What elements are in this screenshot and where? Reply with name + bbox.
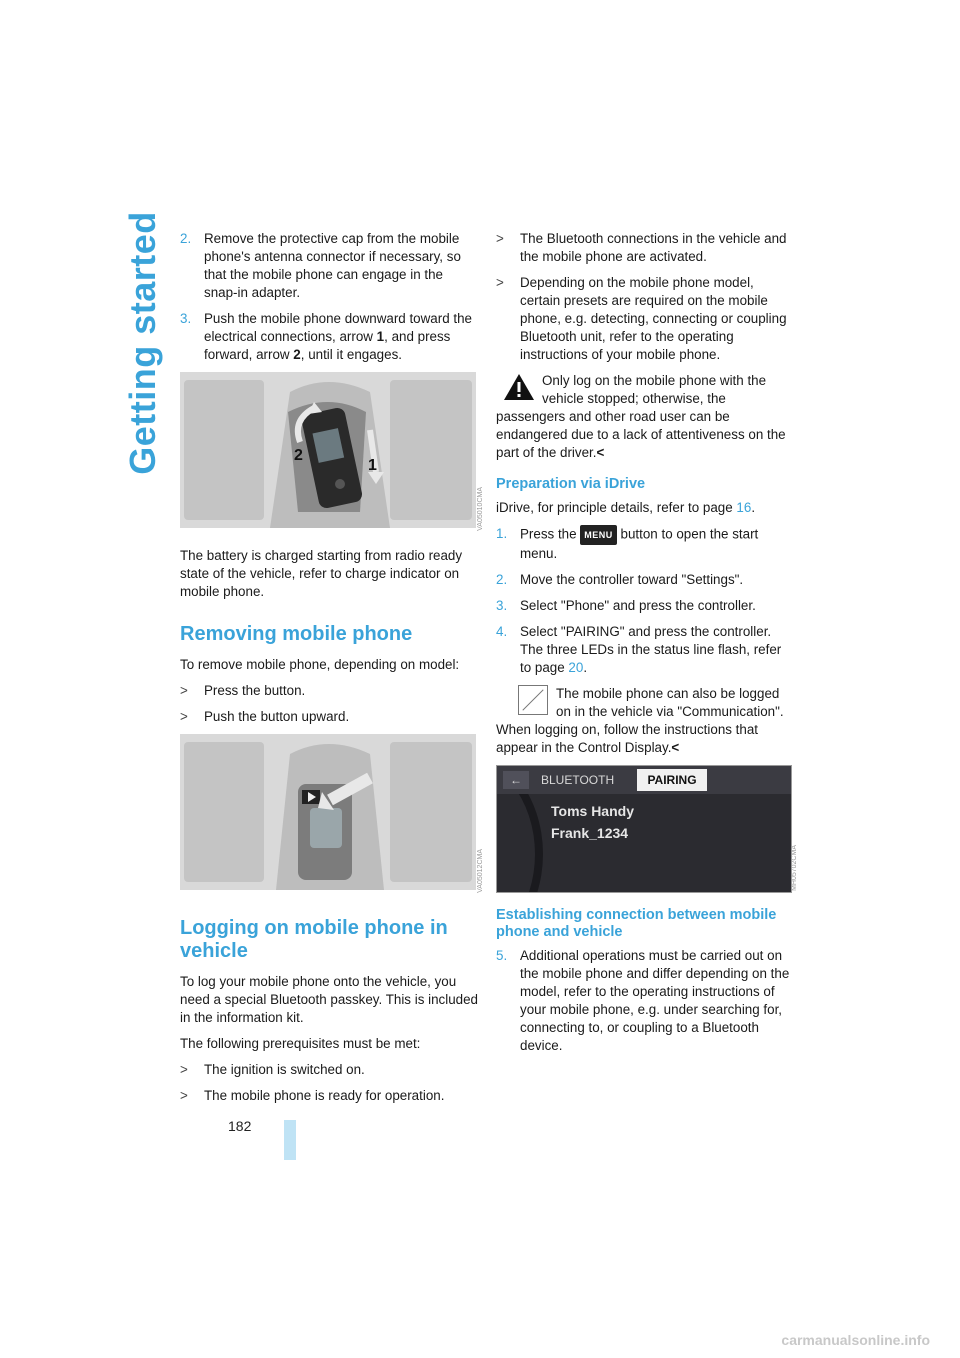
step-2 (180, 230, 478, 302)
figure-code: VA05010CMA (477, 487, 484, 531)
logging-text: To log your mobile phone onto the vehicle, you need a special Bluetooth passkey. This is included in the information kit. (180, 974, 478, 1025)
step-text: Select "PAIRING" and press the controller. The three LEDs in the status line flash, refer to page (520, 624, 782, 675)
prep-text: iDrive, for principle details, refer to page (496, 500, 737, 515)
device-item: Toms Handy (551, 803, 634, 819)
figure-phone-remove (180, 734, 484, 895)
arrow-ref: 2 (293, 347, 301, 362)
end-mark: < (671, 740, 680, 755)
note-icon (518, 685, 548, 715)
menu-button-icon: MENU (580, 525, 617, 545)
figure-code: VA05012CMA (477, 849, 484, 893)
section-tab (118, 211, 168, 475)
arrow-ref: 1 (376, 329, 385, 344)
left-column (180, 230, 484, 1113)
step-text: , until it engages. (300, 347, 402, 362)
bullet-mark: > (180, 709, 188, 724)
step-3 (496, 597, 792, 615)
heading-preparation: Preparation via iDrive (496, 476, 646, 492)
heading-logging: Logging on mobile phone in vehicle (180, 917, 448, 962)
battery-text: The battery is charged starting from radio ready state of the vehicle, refer to charge indicator on mobile phone. (180, 548, 463, 599)
page-link[interactable]: 20 (568, 660, 584, 675)
warning-icon (502, 372, 536, 402)
bullet-mark: > (180, 1062, 188, 1077)
control-display-screen (496, 765, 792, 893)
step-text: Press the (520, 526, 581, 542)
step-3 (180, 310, 478, 364)
step-text: Additional operations must be carried out on the mobile phone and differ depending on the model, refer to the operating instructions of your mobile phone, e.g. under searching for, connecting to, or coupling to a Bluetooth device. (520, 948, 790, 1053)
warning-text: Only log on the mobile phone with the vehicle stopped; otherwise, the passengers and other road user can be endangered due to a lack of attentiveness on the part of the driver. (496, 373, 786, 460)
back-icon: ← (503, 771, 529, 789)
section-tab-label: Getting started (122, 211, 163, 475)
page-number: 182 (228, 1118, 252, 1134)
bullet-text: Push the button upward. (204, 709, 350, 724)
bullet-text: The ignition is switched on. (204, 1062, 365, 1077)
bullet-mark: > (180, 683, 188, 698)
arrow-label-2: 2 (294, 447, 303, 464)
figure-phone-insert (180, 372, 484, 533)
right-column (496, 230, 798, 1063)
screen-topbar (497, 766, 791, 794)
heading-removing: Removing mobile phone (180, 623, 413, 645)
step-number: 3. (180, 311, 192, 326)
step-number: 2. (496, 572, 508, 587)
phone-release-illustration (180, 734, 476, 890)
end-mark: < (596, 445, 605, 460)
bullet-text: Press the button. (204, 683, 306, 698)
bullet-item (496, 230, 792, 266)
step-5 (496, 947, 792, 1055)
step-text: , and press forward, arrow (204, 329, 451, 362)
removing-intro: To remove mobile phone, depending on model: (180, 657, 460, 672)
bullet-text: Depending on the mobile phone model, certain presets are required on the mobile phone, e.g. detecting, connecting or coupling Bluetooth unit, refer to the operating instructions of your mobile phone. (520, 275, 787, 362)
step-text: button to open the start menu. (520, 526, 759, 561)
step-text: Move the controller toward "Settings". (520, 572, 744, 587)
bullet-item (180, 1087, 478, 1105)
bullet-item (180, 1061, 478, 1079)
step-text: Remove the protective cap from the mobile phone's antenna connector if necessary, so that the mobile phone can engage in the snap-in adapter. (204, 231, 461, 300)
step-number: 2. (180, 231, 192, 246)
bullet-item (496, 274, 792, 364)
figure-code: MH05702CMA (791, 845, 798, 891)
step-number: 3. (496, 598, 508, 613)
tab-pairing: PAIRING (637, 769, 707, 791)
bullet-mark: > (180, 1088, 188, 1103)
bullet-mark: > (496, 275, 504, 290)
step-1 (496, 525, 792, 563)
footer-watermark: carmanualsonline.info (781, 1332, 930, 1348)
step-text: . (583, 660, 588, 675)
bullet-item (180, 708, 478, 726)
heading-establishing: Establishing connection between mobile phone and vehicle (496, 907, 777, 940)
step-number: 5. (496, 948, 508, 963)
step-number: 4. (496, 624, 508, 639)
logging-prereq-intro: The following prerequisites must be met: (180, 1036, 421, 1051)
phone-adapter-illustration (180, 372, 476, 528)
page-marker-bar (284, 1120, 296, 1160)
page-link[interactable]: 16 (736, 500, 752, 515)
device-item: Frank_1234 (551, 825, 629, 841)
step-number: 1. (496, 526, 508, 541)
figure-control-display (496, 765, 798, 893)
prep-text: . (751, 500, 756, 515)
prep-intro (496, 499, 792, 517)
bullet-mark: > (496, 231, 504, 246)
step-4 (496, 623, 792, 677)
note-text: The mobile phone can also be logged on in the vehicle via "Communication". When logging on, follow the instructions that appear in the Control Display. (496, 686, 784, 755)
warning-note (496, 372, 792, 462)
arrow-label-1: 1 (368, 457, 377, 474)
tab-bluetooth: BLUETOOTH (541, 773, 615, 787)
info-note (496, 685, 792, 757)
step-text: Select "Phone" and press the controller. (520, 598, 756, 613)
bullet-text: The Bluetooth connections in the vehicle and the mobile phone are activated. (520, 231, 787, 264)
step-text: Push the mobile phone downward toward the electrical connections, arrow (204, 311, 472, 344)
bullet-text: The mobile phone is ready for operation. (204, 1088, 445, 1103)
bullet-item (180, 682, 478, 700)
step-2 (496, 571, 792, 589)
